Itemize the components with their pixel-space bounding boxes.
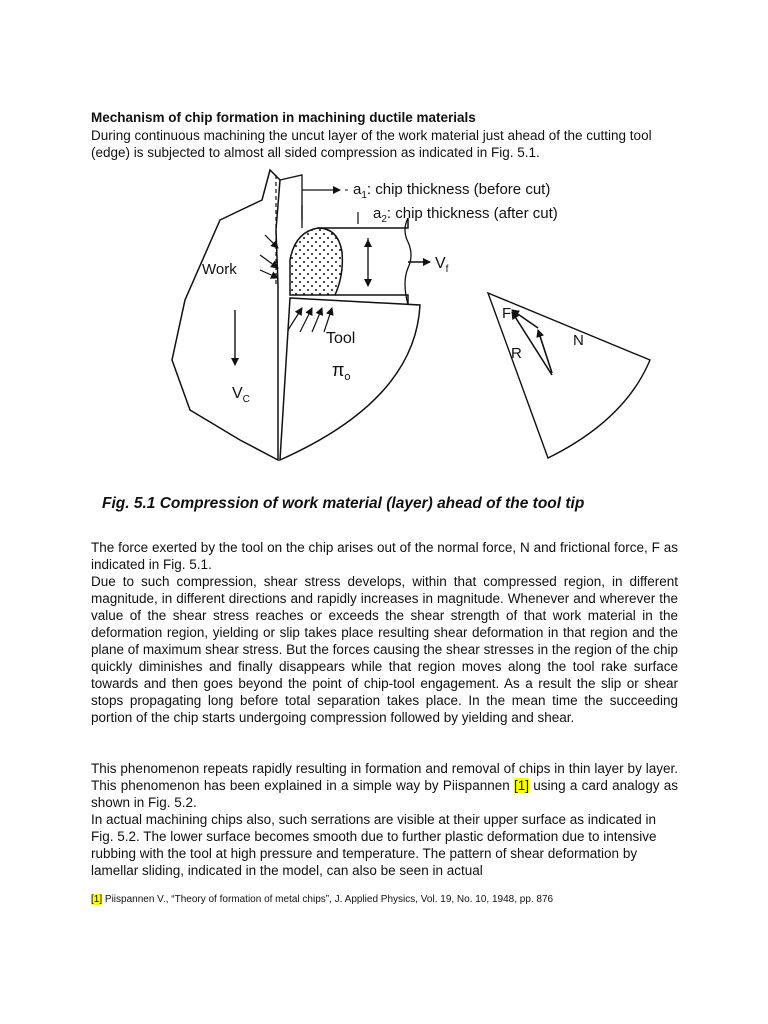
label-f: F	[502, 305, 512, 322]
paragraph-text: The force exerted by the tool on the chip arises out of the normal force, N and frictional force, F as indicated in Fig. 5.1.	[91, 540, 678, 572]
figure-caption: Fig. 5.1 Compression of work material (layer) ahead of the tool tip	[102, 495, 585, 512]
intro-paragraph: During continuous machining the uncut layer of the work material just ahead of the cutting tool (edge) is subjected to almost all sided compression as indicated in Fig. 5.1.	[91, 128, 652, 160]
workpiece-outline	[172, 170, 280, 460]
n-arrow	[538, 330, 552, 373]
paragraph-text-part: This phenomenon repeats rapidly resulting in formation and removal of chips in thin layer by layer. This phenomenon has been explained in a simple way by Piispannen	[91, 761, 678, 793]
uncut-layer-top	[280, 175, 302, 190]
figure-5-1	[90, 160, 690, 530]
label-tool: Tool	[326, 330, 356, 347]
paragraph-text: Due to such compression, shear stress develops, within that compressed region, in different magnitude, in different directions and rapidly increases in magnitude. Whenever and wherever the value of the shear stress reaches or exceeds the shear strength of that work material in the deformation region, yielding or slip takes place resulting shear deformation in that region and the plane of maximum shear stress. But the forces causing the shear stresses in the region of the chip quickly diminishes and finally disappears while that region moves along the tool rake surface towards and then goes beyond the point of chip-tool engagement. As a result the slip or shear stops propagating long before total separation takes place. In the mean time the succeeding portion of the chip starts undergoing compression followed by yielding and shear.	[91, 574, 678, 725]
section-heading: Mechanism of chip formation in machining ductile materials	[91, 110, 476, 125]
label-a1: $a_1$: chip thickness (before cut)	[353, 181, 551, 201]
citation-link[interactable]: [1]	[514, 778, 530, 793]
footnote-citation-marker[interactable]: [1]	[91, 894, 103, 905]
r-arrow	[512, 312, 552, 375]
paragraph-text-part: using a card analogy as shown in Fig. 5.2.	[91, 778, 678, 810]
footnote-text: Piispannen V., “Theory of formation of metal chips”, J. Applied Physics, Vol. 19, No. 10, 1948, pp. 876	[102, 894, 554, 905]
paragraph-serrations	[91, 811, 678, 879]
label-vf: $V_f$	[435, 255, 449, 275]
paragraph-forces	[91, 539, 678, 573]
label-n: N	[573, 332, 584, 349]
chip-deformation-zone	[290, 228, 342, 295]
label-r: R	[511, 345, 522, 362]
paragraph-shear-stress	[91, 573, 678, 726]
label-work: Work	[202, 261, 237, 278]
paragraph-text	[91, 760, 678, 811]
chip-formation-diagram	[90, 160, 690, 530]
label-a2: $a_2$: chip thickness (after cut)	[373, 205, 558, 225]
paragraph-text: In actual machining chips also, such serrations are visible at their upper surface as indicated in Fig. 5.2. The lower surface becomes smooth due to further plastic deformation due to intensive rubbing with the tool at high pressure and temperature. The pattern of shear deformation by lamellar sliding, indicated in the model, can also be seen in actual	[91, 812, 657, 878]
label-vc: $V_C$	[232, 385, 250, 405]
label-pi: $\pi_o$	[332, 360, 351, 383]
footnote	[91, 893, 691, 906]
paragraph-phenomenon	[91, 760, 678, 811]
force-sector	[488, 293, 650, 458]
